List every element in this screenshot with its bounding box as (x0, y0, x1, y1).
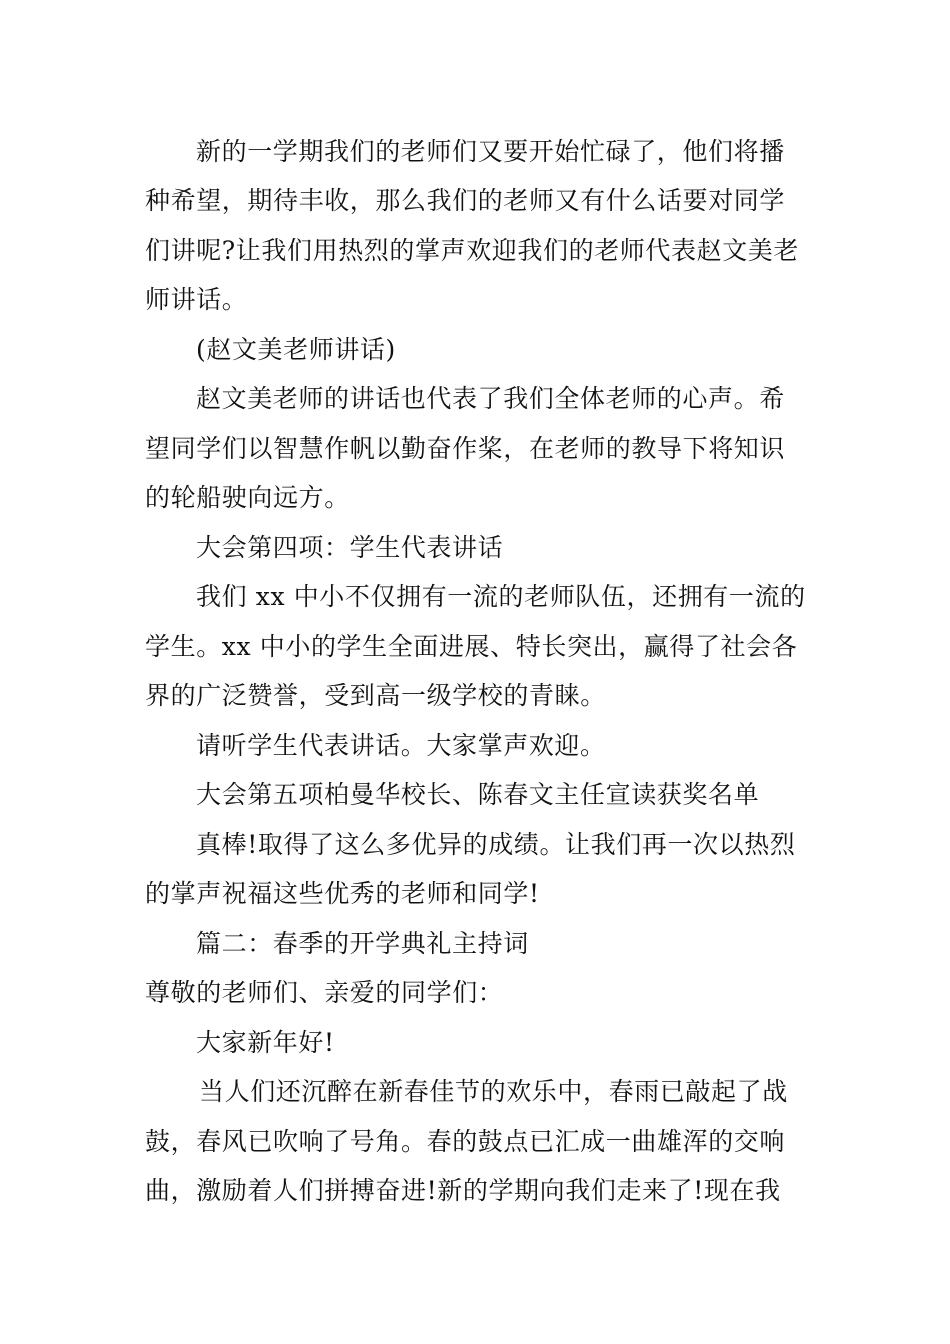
paragraph-line: 当人们还沉醉在新春佳节的欢乐中，春雨已敲起了战 (199, 1077, 788, 1106)
paragraph-line: (赵文美老师讲话) (196, 335, 396, 364)
paragraph-line: 请听学生代表讲话。大家掌声欢迎。 (196, 731, 606, 760)
paragraph-line: 的掌声祝福这些优秀的老师和同学! (145, 879, 540, 908)
paragraph-line: 师讲话。 (145, 285, 248, 314)
paragraph-line: 赵文美老师的讲话也代表了我们全体老师的心声。希 (196, 384, 785, 413)
paragraph-line: 望同学们以智慧作帆以勤奋作桨，在老师的教导下将知识 (145, 434, 786, 463)
paragraph-line: 真棒!取得了这么多优异的成绩。让我们再一次以热烈 (196, 830, 796, 859)
paragraph-line: 们讲呢?让我们用热烈的掌声欢迎我们的老师代表赵文美老 (145, 236, 800, 265)
paragraph-line: 新的一学期我们的老师们又要开始忙碌了，他们将播 (196, 137, 785, 166)
section-heading: 篇二：春季的开学典礼主持词 (196, 929, 529, 958)
paragraph-line: 的轮船驶向远方。 (145, 483, 350, 512)
paragraph-line: 学生。xx 中小的学生全面进展、特长突出，赢得了社会各 (145, 632, 798, 661)
section-heading: 大会第五项柏曼华校长、陈春文主任宣读获奖名单 (196, 780, 760, 809)
greeting-line: 大家新年好! (196, 1028, 335, 1057)
paragraph-line: 曲，激励着人们拼搏奋进!新的学期向我们走来了!现在我 (145, 1176, 781, 1205)
section-heading: 大会第四项：学生代表讲话 (196, 533, 504, 562)
paragraph-line: 鼓，春风已吹响了号角。春的鼓点已汇成一曲雄浑的交响 (145, 1127, 786, 1156)
paragraph-line: 我们 xx 中小不仅拥有一流的老师队伍，还拥有一流的 (196, 582, 806, 611)
paragraph-line: 种希望，期待丰收，那么我们的老师又有什么话要对同学 (145, 186, 786, 215)
salutation-line: 尊敬的老师们、亲爱的同学们： (145, 978, 504, 1007)
paragraph-line: 界的广泛赞誉，受到高一级学校的青睐。 (145, 681, 606, 710)
